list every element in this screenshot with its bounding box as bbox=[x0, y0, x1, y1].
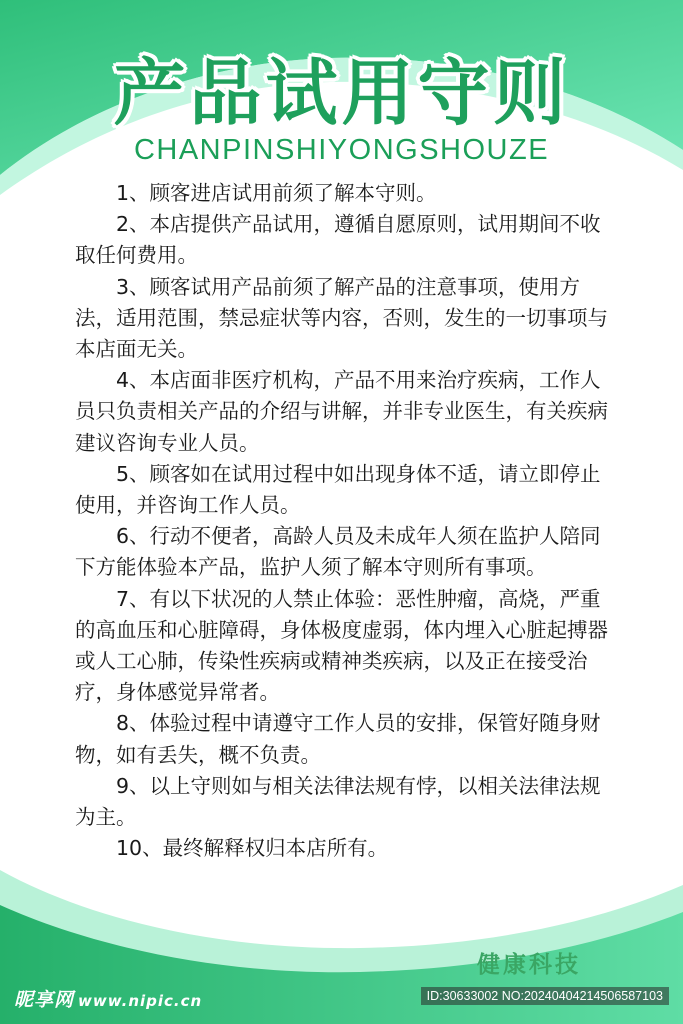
rule-item: 8、体验过程中请遵守工作人员的安排，保管好随身财物，如有丢失，概不负责。 bbox=[75, 711, 601, 767]
rule-item: 3、顾客试用产品前须了解产品的注意事项，使用方法，适用范围，禁忌症状等内容，否则，发生的一切事项与本店面无关。 bbox=[75, 274, 608, 362]
rules-list bbox=[75, 178, 611, 864]
rule-item: 9、以上守则如与相关法律法规有悖，以相关法律法规为主。 bbox=[75, 773, 601, 830]
page-title: 产品试用守则 bbox=[113, 51, 570, 135]
rule-item: 1、顾客进店试用前须了解本守则。 bbox=[116, 181, 437, 205]
watermark-url: www.nipic.cn bbox=[78, 992, 203, 1010]
rule-item: 10、最终解释权归本店所有。 bbox=[116, 836, 389, 861]
rule-item: 6、行动不便者，高龄人员及未成年人须在监护人陪同下方能体验本产品，监护人须了解本守则所有事项。 bbox=[75, 524, 601, 580]
rule-item: 4、本店面非医疗机构，产品不用来治疗疾病，工作人员只负责相关产品的介绍与讲解，并非专业医生，有关疾病建议咨询专业人员。 bbox=[75, 368, 608, 455]
page-subtitle: CHANPINSHIYONGSHOUZE bbox=[133, 134, 550, 166]
rule-item: 5、顾客如在试用过程中如出现身体不适，请立即停止使用，并咨询工作人员。 bbox=[75, 461, 601, 518]
rule-item: 7、有以下状况的人禁止体验：恶性肿瘤，高烧，严重的高血压和心脏障碍，身体极度虚弱，体内埋入心脏起搏器或人工心肺，传染性疾病或精神类疾病，以及正在接受治疗，身体感觉异常者。 bbox=[75, 586, 608, 705]
image-id-line: ID:30633002 NO:20240404214506587103 bbox=[421, 987, 669, 1005]
rule-item: 2、本店提供产品试用，遵循自愿原则，试用期间不收取任何费用。 bbox=[75, 212, 601, 268]
watermark-site: 昵享网 bbox=[14, 989, 75, 1011]
brand-name: 健康科技 bbox=[477, 952, 581, 978]
watermark-logo bbox=[14, 985, 202, 1012]
